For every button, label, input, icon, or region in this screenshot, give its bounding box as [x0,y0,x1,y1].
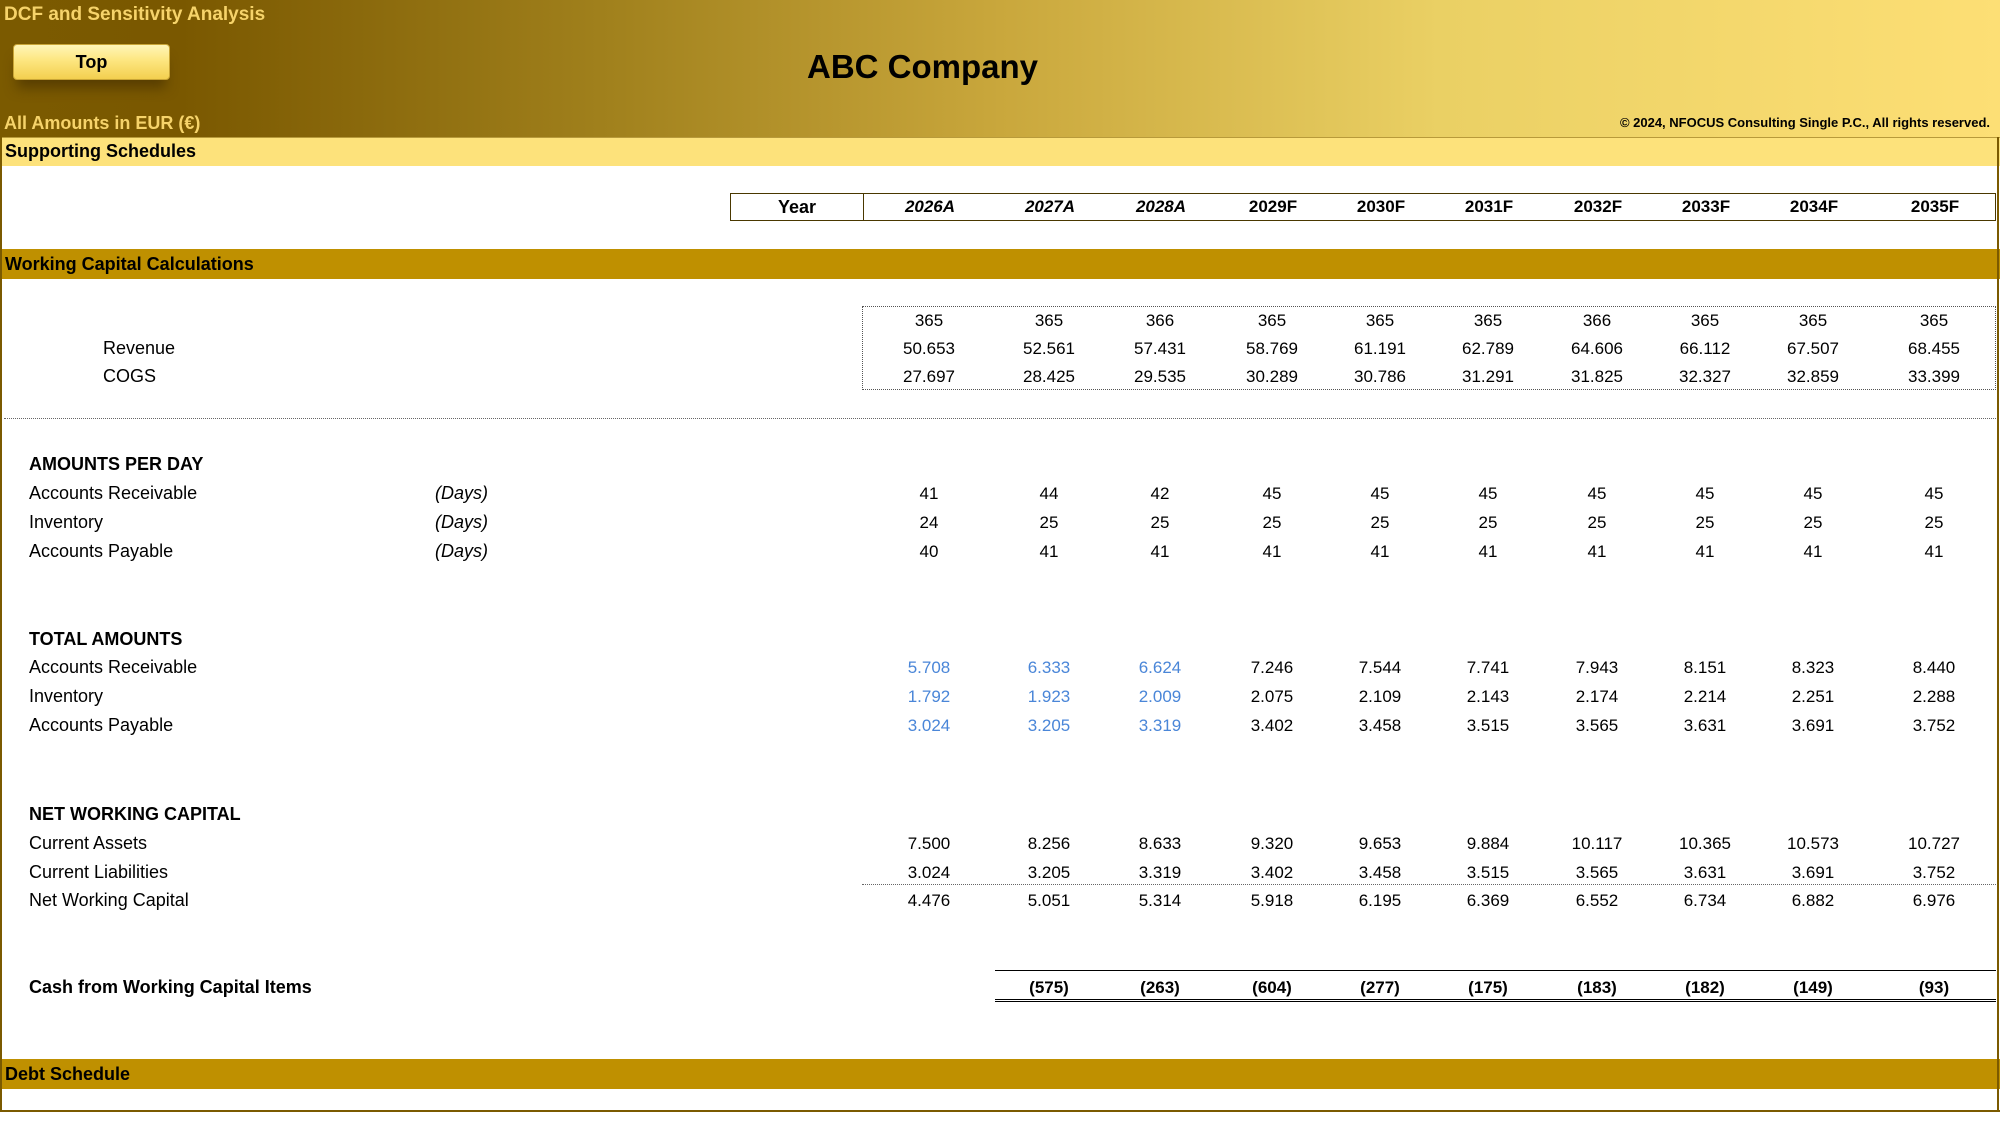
ar-days-cell: 45 [1478,484,1498,503]
cash-wc-cell: (93) [1918,978,1950,997]
ar-days-cell: 45 [1262,484,1282,503]
cogs-cell: 33.399 [1908,367,1960,386]
ar-total-cell: 6.333 [1027,658,1071,677]
working-capital-bar [0,249,2000,279]
year-header-cell: 2028A [1135,197,1187,216]
total-amounts-heading: TOTAL AMOUNTS [29,629,183,649]
inventory-total-cell: 1.792 [907,687,951,706]
revenue-label: Revenue [103,338,176,358]
cogs-cell: 30.289 [1246,367,1298,386]
inventory-days-cell: 24 [919,513,939,532]
ar-total-cell: 7.544 [1358,658,1402,677]
nwc-cell: 5.314 [1138,891,1182,910]
cash-wc-cell: (277) [1360,978,1400,997]
ap-days-cell: 41 [1587,542,1607,561]
nwc-cell: 5.918 [1250,891,1294,910]
cash-wc-label: Cash from Working Capital Items [29,977,312,997]
unit-days: (Days) [435,483,488,503]
frame-left [0,137,2,1112]
ap-total-cell: 3.402 [1250,716,1294,735]
currency-note: All Amounts in EUR (€) [4,113,201,133]
ap-total-cell: 3.565 [1575,716,1619,735]
year-header-row [730,193,1996,221]
cash-wc-cell: (575) [1029,978,1069,997]
cogs-cell: 31.825 [1571,367,1623,386]
days-cell: 365 [1257,311,1287,330]
inventory-days-cell: 25 [1803,513,1823,532]
ar-total-cell: 8.323 [1791,658,1835,677]
company-name: ABC Company [806,48,1039,85]
debt-schedule-title: Debt Schedule [5,1064,131,1084]
days-cell: 366 [1145,311,1175,330]
ar-total-cell: 6.624 [1138,658,1182,677]
current-liabilities-cell: 3.565 [1575,863,1619,882]
year-header-cell: 2031F [1464,197,1514,216]
cogs-cell: 28.425 [1023,367,1075,386]
revenue-cell: 58.769 [1246,339,1298,358]
current-assets-cell: 9.884 [1466,834,1510,853]
ar-days-label: Accounts Receivable [29,483,198,503]
nwc-cell: 5.051 [1027,891,1071,910]
ar-total-cell: 8.151 [1683,658,1727,677]
ar-total-cell: 8.440 [1912,658,1956,677]
revenue-cell: 50.653 [903,339,955,358]
cash-top-line [995,970,1996,971]
top-button[interactable]: Top [13,44,170,80]
nwc-cell: 6.976 [1912,891,1956,910]
current-liabilities-label: Current Liabilities [29,862,169,882]
ap-days-cell: 41 [1039,542,1059,561]
ap-days-cell: 41 [1695,542,1715,561]
current-assets-cell: 7.500 [907,834,951,853]
current-liabilities-cell: 3.319 [1138,863,1182,882]
ar-days-cell: 45 [1924,484,1944,503]
current-assets-cell: 9.320 [1250,834,1294,853]
current-assets-cell: 10.365 [1679,834,1731,853]
amounts-per-day-heading: AMOUNTS PER DAY [29,454,204,474]
current-assets-cell: 9.653 [1358,834,1402,853]
cogs-cell: 29.535 [1134,367,1186,386]
inventory-total-cell: 2.075 [1250,687,1294,706]
nwc-cell: 6.369 [1466,891,1510,910]
app-title: DCF and Sensitivity Analysis [4,4,266,25]
cash-wc-cell: (149) [1793,978,1833,997]
inventory-days-cell: 25 [1039,513,1059,532]
ar-days-cell: 44 [1039,484,1059,503]
ap-days-cell: 41 [1150,542,1170,561]
ar-total-cell: 7.943 [1575,658,1619,677]
ap-total-cell: 3.319 [1138,716,1182,735]
ar-total-cell: 5.708 [907,658,951,677]
ap-total-cell: 3.515 [1466,716,1510,735]
ar-days-cell: 45 [1803,484,1823,503]
inventory-total-cell: 2.174 [1575,687,1619,706]
ap-total-cell: 3.458 [1358,716,1402,735]
current-assets-cell: 8.633 [1138,834,1182,853]
current-liabilities-cell: 3.402 [1250,863,1294,882]
nwc-cell: 6.195 [1358,891,1402,910]
year-label: Year [731,194,864,220]
ar-total-cell: 7.741 [1466,658,1510,677]
frame-right [1997,137,1999,1112]
ap-days-cell: 41 [1262,542,1282,561]
inventory-days-cell: 25 [1695,513,1715,532]
year-header-cell: 2027A [1024,197,1076,216]
cogs-cell: 30.786 [1354,367,1406,386]
debt-schedule-bar [0,1059,2000,1089]
current-assets-cell: 10.117 [1571,834,1623,853]
inventory-total-cell: 2.109 [1358,687,1402,706]
inventory-days-cell: 25 [1587,513,1607,532]
current-assets-label: Current Assets [29,833,148,853]
days-cell: 365 [1690,311,1720,330]
revenue-cell: 52.561 [1023,339,1075,358]
cash-wc-cell: (182) [1685,978,1725,997]
ar-days-cell: 41 [919,484,939,503]
inventory-days-cell: 25 [1262,513,1282,532]
cogs-cell: 32.859 [1787,367,1839,386]
cash-wc-cell: (175) [1468,978,1508,997]
revenue-cell: 68.455 [1908,339,1960,358]
current-assets-cell: 10.727 [1908,834,1960,853]
subtotal-line [862,884,1996,885]
ap-total-cell: 3.752 [1912,716,1956,735]
inventory-days-cell: 25 [1478,513,1498,532]
supporting-schedules-bar [0,138,2000,166]
revenue-cell: 67.507 [1787,339,1839,358]
ap-total-cell: 3.631 [1683,716,1727,735]
inventory-total-cell: 2.009 [1138,687,1182,706]
nwc-cell: 6.552 [1575,891,1619,910]
nwc-cell: 4.476 [907,891,951,910]
cogs-cell: 32.327 [1679,367,1731,386]
ap-total-cell: 3.205 [1027,716,1071,735]
cash-bottom-line [995,999,1996,1002]
ar-total-label: Accounts Receivable [29,657,198,677]
days-cell: 365 [1473,311,1503,330]
current-assets-cell: 8.256 [1027,834,1071,853]
current-liabilities-cell: 3.458 [1358,863,1402,882]
ar-days-cell: 45 [1370,484,1390,503]
nwc-heading: NET WORKING CAPITAL [29,804,241,824]
cash-wc-cell: (604) [1252,978,1292,997]
separator-line [4,418,1996,419]
ap-total-cell: 3.024 [907,716,951,735]
cogs-label: COGS [103,366,157,386]
ap-total-cell: 3.691 [1791,716,1835,735]
current-liabilities-cell: 3.205 [1027,863,1071,882]
cash-wc-cell: (263) [1140,978,1180,997]
revenue-cell: 61.191 [1354,339,1406,358]
days-cell: 365 [1919,311,1949,330]
year-header-cell: 2032F [1573,197,1623,216]
nwc-cell: 6.734 [1683,891,1727,910]
days-cell: 365 [914,311,944,330]
year-header-cell: 2030F [1356,197,1406,216]
inventory-days-label: Inventory [29,512,104,532]
inventory-days-cell: 25 [1370,513,1390,532]
current-liabilities-cell: 3.631 [1683,863,1727,882]
working-capital-title: Working Capital Calculations [5,254,254,274]
current-liabilities-cell: 3.752 [1912,863,1956,882]
inventory-total-cell: 2.288 [1912,687,1956,706]
ap-total-label: Accounts Payable [29,715,174,735]
days-cell: 366 [1582,311,1612,330]
cogs-cell: 31.291 [1462,367,1514,386]
year-header-cell: 2029F [1248,197,1298,216]
ap-days-cell: 41 [1924,542,1944,561]
ar-days-cell: 45 [1587,484,1607,503]
inventory-days-cell: 25 [1924,513,1944,532]
cogs-cell: 27.697 [903,367,955,386]
supporting-schedules-title: Supporting Schedules [5,141,197,161]
inventory-days-cell: 25 [1150,513,1170,532]
ar-days-cell: 45 [1695,484,1715,503]
current-liabilities-cell: 3.691 [1791,863,1835,882]
inventory-total-cell: 2.251 [1791,687,1835,706]
ar-total-cell: 7.246 [1250,658,1294,677]
days-cell: 365 [1034,311,1064,330]
inventory-total-cell: 2.214 [1683,687,1727,706]
cash-wc-cell: (183) [1577,978,1617,997]
revenue-cell: 64.606 [1571,339,1623,358]
inventory-total-label: Inventory [29,686,104,706]
revenue-cell: 66.112 [1679,339,1731,358]
inventory-total-cell: 1.923 [1027,687,1071,706]
ap-days-cell: 41 [1478,542,1498,561]
ap-days-cell: 41 [1803,542,1823,561]
revenue-cell: 57.431 [1134,339,1186,358]
year-header-cell: 2026A [904,197,956,216]
nwc-cell: 6.882 [1791,891,1835,910]
days-cell: 365 [1798,311,1828,330]
current-liabilities-cell: 3.024 [907,863,951,882]
inventory-total-cell: 2.143 [1466,687,1510,706]
current-assets-cell: 10.573 [1787,834,1839,853]
current-liabilities-cell: 3.515 [1466,863,1510,882]
year-header-cell: 2034F [1789,197,1839,216]
frame-bottom [0,1110,2000,1112]
unit-days: (Days) [435,541,488,561]
ap-days-cell: 41 [1370,542,1390,561]
copyright-notice: © 2024, NFOCUS Consulting Single P.C., All rights reserved. [1619,115,1990,130]
unit-days: (Days) [435,512,488,532]
year-header-cell: 2035F [1910,197,1960,216]
ap-days-cell: 40 [919,542,939,561]
year-header-cell: 2033F [1681,197,1731,216]
nwc-label: Net Working Capital [29,890,189,910]
revenue-cell: 62.789 [1462,339,1514,358]
ar-days-cell: 42 [1150,484,1170,503]
ap-days-label: Accounts Payable [29,541,174,561]
days-cell: 365 [1365,311,1395,330]
